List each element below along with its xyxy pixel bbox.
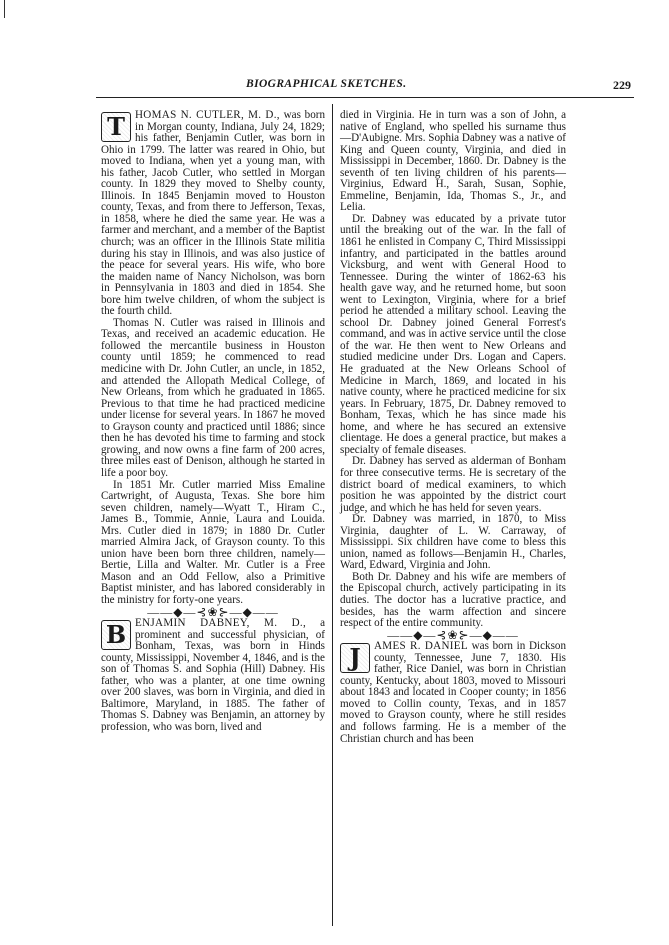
left-column <box>101 110 325 734</box>
ornament-text: ——◆—⊰❀⊱—◆—— <box>147 604 279 619</box>
daniel-name-lead: AMES R. DANIEL <box>374 640 468 653</box>
daniel-text: was born in Dickson county, Tennessee, June 7, 1830. His father, Rice Daniel, was born in Christian county, Kentucky, about 1803, moved to Missouri about 1843 and located in Cooper county; in 1856 moved to Collin county, Texas, and in 1857 moved to Grayson county, where he still resides and follows farming. He is a member of the Christian church and has been <box>340 640 566 745</box>
dabney-paragraph-1-continued: died in Virginia. He in turn was a son of John, a native of England, who spelled his surname thus—D'Aubigne. Mrs. Sophia Dabney was a native of King and Queen county, Virginia, and died in Mississippi in December, 1860. Dr. Dabney is the seventh of ten living children of his parents—Virginius, Edward H., Sarah, Susan, Sophie, Emmeline, Benjamin, Ida, Thomas S., Jr., and Lelia. <box>340 109 566 214</box>
ornament-text: ——◆—⊰❀⊱—◆—— <box>387 627 519 642</box>
header-rule <box>96 97 634 98</box>
dabney-paragraph-1 <box>101 618 325 733</box>
dropcap-initial: T <box>101 112 131 142</box>
dabney-paragraph-4: Dr. Dabney was married, in 1870, to Miss Virginia, daughter of L. W. Carraway, of Mississippi. Six children have come to bless this union, named as follows—Benjamin H., Charles, Ward, Edward, Virginia and John. <box>340 513 566 572</box>
cutler-paragraph-2: Thomas N. Cutler was raised in Illinois and Texas, and received an academic education. He followed the mercantile business in Houston county until 1859; he commenced to read medicine with Dr. John Cutler, an uncle, in 1852, and attended the Allopath Medical College, of New Orleans, from which he graduated in 1865. Previous to that time he had practiced medicine under license for several years. In 1867 he moved to Grayson county and practiced until 1886; since then he has devoted his time to farming and stock growing, and now owns a fine farm of 200 acres, three miles east of Denison, although he started in life a poor boy. <box>101 316 325 479</box>
dabney-paragraph-5: Both Dr. Dabney and his wife are members of the Episcopal church, actively participating in its duties. The doctor has a lucrative practice, and besides, has the warm affection and sincere respect of the entire community. <box>340 570 566 630</box>
dabney-text: a prominent and successful physician, of Bonham, Texas, was born in Hinds county, Mississippi, November 4, 1846, and is the son of Thomas S. and Sophia (Hill) Dabney. His father, who was a planter, at one time owning over 200 slaves, was born in Virginia, and died in Baltimore, Maryland, in 1885. The father of Thomas S. Dabney was Benjamin, an attorney by profession, who was born, lived and <box>101 617 325 733</box>
scan-margin-mark <box>4 0 5 18</box>
dropcap-initial: B <box>101 620 131 650</box>
page-header <box>0 78 669 98</box>
cutler-name-lead: HOMAS N. CUTLER, M. D., <box>135 109 280 121</box>
cutler-paragraph-1 <box>101 110 325 318</box>
running-head: BIOGRAPHICAL SKETCHES. <box>246 78 407 90</box>
dabney-paragraph-2: Dr. Dabney was educated by a private tutor until the breaking out of the war. In the fall of 1861 he enlisted in Company C, Third Mississippi infantry, and participated in the battles around Vicksburg, and went with General Hood to Tennessee. During the winter of 1862-63 his health gave way, and he returned home, but soon went to Lexington, Virginia, where for a brief period he attended a military school. Leaving the school Dr. Dabney joined General Forrest's command, and was in active service until the close of the war. He then went to New Orleans and studied medicine under Drs. Logan and Capers. He graduated at the New Orleans School of Medicine in March, 1869, and located in his native county, where he practiced medicine for six years. In February, 1875, Dr. Dabney removed to Bonham, Texas, which he has since made his home, and where he has secured an extensive clientage. He does a general practice, but makes a specialty of female diseases. <box>340 212 566 456</box>
cutler-paragraph-3: In 1851 Mr. Cutler married Miss Emaline Cartwright, of Augusta, Texas. She bore him seven children, namely—Wyatt T., Hiram C., James B., Tommie, Annie, Laura and Louida. Mrs. Cutler died in 1879; in 1880 Dr. Cutler married Almira Jack, of Grayson county. To this union have been born three children, namely—Bertie, Lilla and Walter. Mr. Cutler is a Free Mason and an Odd Fellow, also a Primitive Baptist minister, and has labored considerably in the ministry for forty-one years. <box>101 478 325 606</box>
page-number: 229 <box>613 78 631 92</box>
daniel-paragraph-1 <box>340 641 566 745</box>
cutler-text: was born in Morgan county, Indiana, July 24, 1829; his father, Benjamin Cutler, was born in Ohio in 1799. The latter was reared in Ohio, but moved to Indiana, when yet a young man, with his father, Jacob Cutler, who settled in Morgan county. In 1829 they moved to Shelby county, Illinois. In 1845 Benjamin moved to Houston county, Texas, and from there to Jefferson, Texas, in 1858, where he died the same year. He was a farmer and merchant, and a member of the Baptist church; was an officer in the Illinois State militia during his stay in Illinois, and was also justice of the peace for several years. His wife, who bore the maiden name of Nancy Nicholson, was born in Pennsylvania in 1803 and died in 1854. She bore him twelve children, of whom the subject is the fourth child. <box>101 109 325 318</box>
dabney-name-lead: ENJAMIN DABNEY, M. D., <box>135 617 307 630</box>
dropcap-initial: J <box>340 643 370 673</box>
column-divider <box>332 104 333 926</box>
dabney-paragraph-3: Dr. Dabney has served as alderman of Bonham for three consecutive terms. He is secretary of the district board of medical examiners, to which position he was appointed by the district court judge, and which he has held for seven years. <box>340 455 566 514</box>
right-column <box>340 110 566 745</box>
